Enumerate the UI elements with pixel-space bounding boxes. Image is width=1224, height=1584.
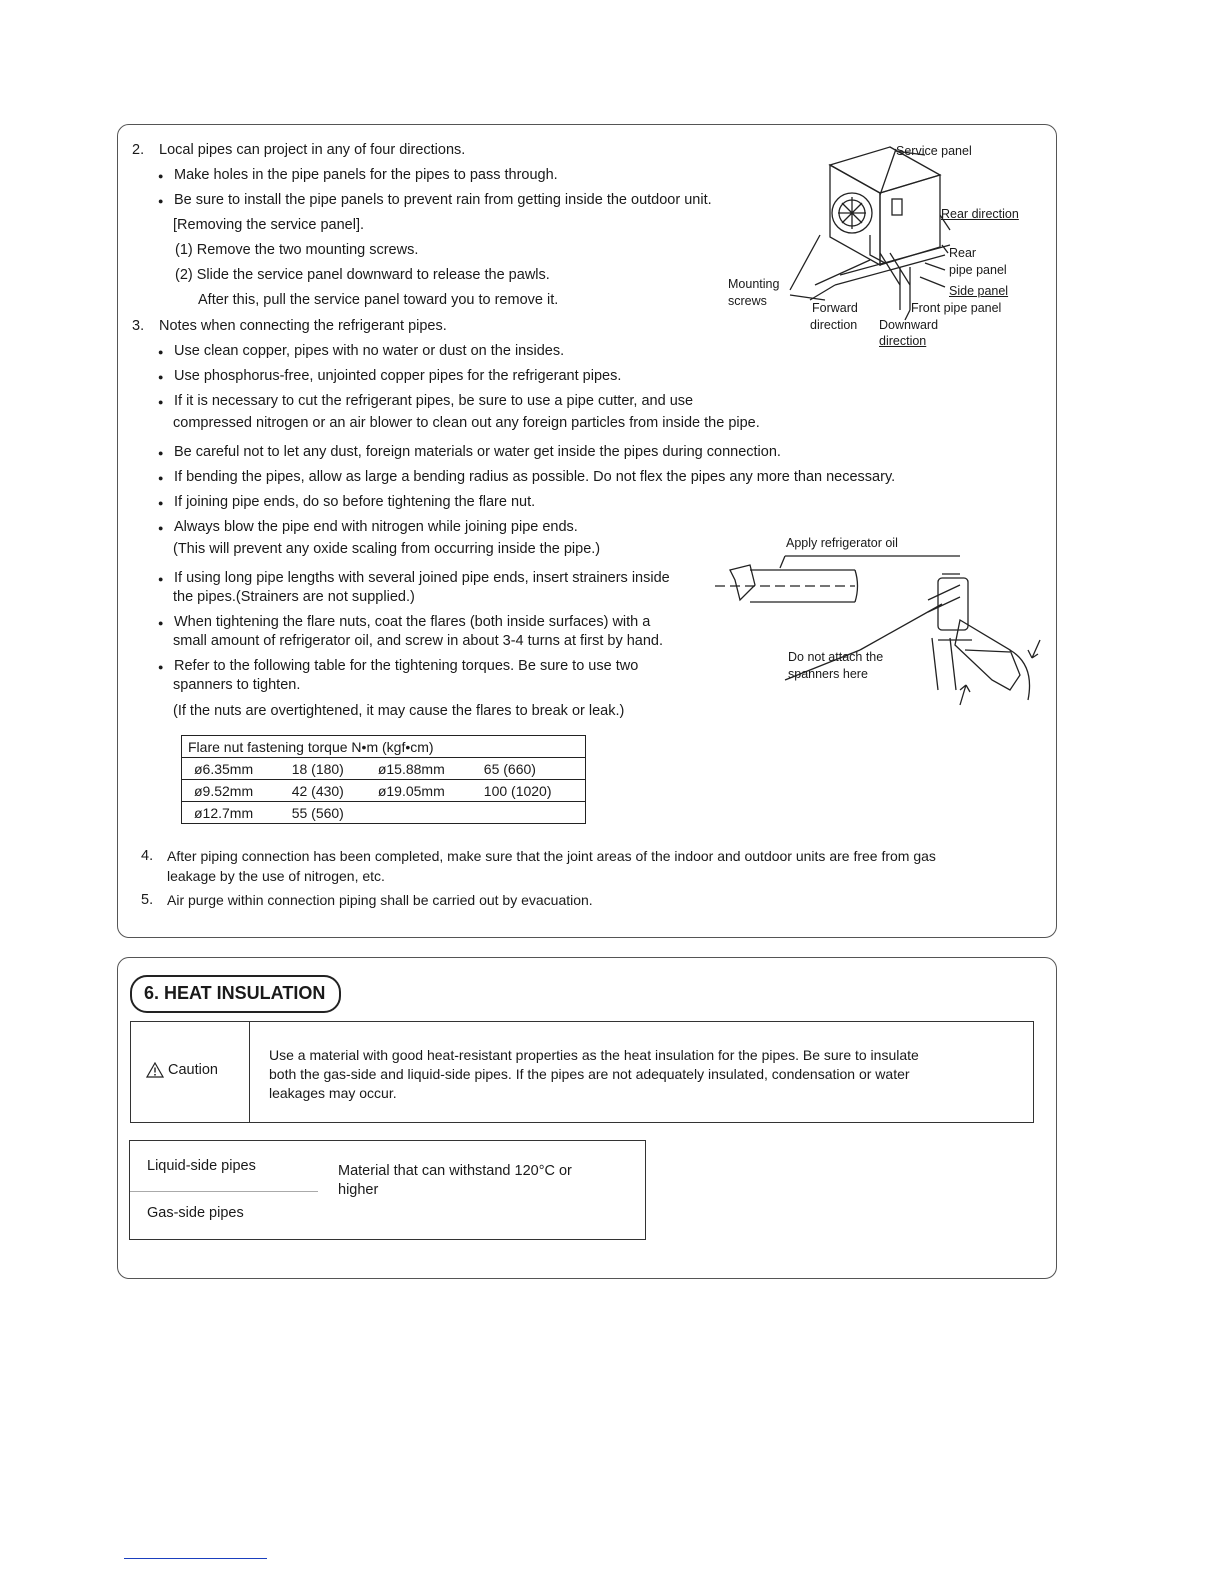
label-forward-1: Forward	[812, 301, 858, 315]
footer-rule	[124, 1558, 267, 1559]
section3-bullet-10a: ● Refer to the following table for the tightening torques. Be sure to use two	[174, 658, 638, 675]
section3-bullet-8b: the pipes.(Strainers are not supplied.)	[173, 589, 415, 605]
section3-bullet-7a: ● Always blow the pipe end with nitrogen while joining pipe ends.	[174, 519, 578, 536]
table-cell: ø19.05mm	[377, 782, 445, 799]
section3-bullet-4: ● Be careful not to let any dust, foreign materials or water get inside the pipes during connection.	[174, 444, 781, 461]
label-side-panel: Side panel	[949, 284, 1009, 298]
table-cell: 55 (560)	[291, 804, 344, 821]
table-row	[182, 758, 586, 780]
step-2: (2) Slide the service panel downward to release the pawls.	[175, 267, 550, 283]
table-cell: ø12.7mm	[194, 804, 254, 821]
table-header-row	[182, 736, 586, 758]
liquid-side-label: Liquid-side pipes	[147, 1158, 256, 1174]
table-cell: ø9.52mm	[194, 782, 254, 799]
section4-line-2: leakage by the use of nitrogen, etc.	[167, 868, 385, 884]
section3-bullet-6: ● If joining pipe ends, do so before tightening the flare nut.	[174, 494, 535, 511]
row-divider	[130, 1191, 318, 1192]
table-cell: 65 (660)	[483, 760, 536, 777]
caution-text-line-2: both the gas-side and liquid-side pipes. If the pipes are not adequately insulated, condensation or water	[269, 1066, 910, 1082]
section2-bullet-2: ● Be sure to install the pipe panels to prevent rain from getting inside the outdoor unit.	[174, 192, 712, 209]
section3-bullet-7b: (This will prevent any oxide scaling from occurring inside the pipe.)	[173, 541, 601, 557]
section3-bullet-1: ● Use clean copper, pipes with no water or dust on the insides.	[174, 343, 564, 360]
section5-line-1: Air purge within connection piping shall be carried out by evacuation.	[167, 892, 593, 908]
caution-label-cell	[131, 1022, 250, 1122]
step-2-continued: After this, pull the service panel toward you to remove it.	[198, 292, 559, 308]
section3-bullet-10c: (If the nuts are overtightened, it may cause the flares to break or leak.)	[173, 703, 625, 719]
label-downward-1: Downward	[879, 318, 939, 332]
heat-insulation-heading: 6. HEAT INSULATION	[130, 975, 341, 1013]
label-mounting-1: Mounting	[728, 277, 780, 291]
caution-box	[130, 1021, 1034, 1123]
label-no-spanner-2: spanners here	[788, 667, 868, 681]
section3-bullet-9a: ● When tightening the flare nuts, coat the flares (both inside surfaces) with a	[174, 614, 650, 631]
table-cell: 18 (180)	[291, 760, 344, 777]
section3-bullet-9b: small amount of refrigerator oil, and screw in about 3-4 turns at first by hand.	[173, 633, 664, 649]
material-text-line-1: Material that can withstand 120°C or	[338, 1163, 572, 1179]
section3-bullet-8a: ● If using long pipe lengths with several joined pipe ends, insert strainers inside	[174, 570, 670, 587]
table-cell: 42 (430)	[291, 782, 344, 799]
caution-label: Caution	[168, 1062, 218, 1078]
section3-bullet-3a: ● If it is necessary to cut the refrigerant pipes, be sure to use a pipe cutter, and use	[174, 393, 693, 410]
label-service-panel: Service panel	[896, 144, 972, 158]
gas-side-label: Gas-side pipes	[147, 1205, 244, 1221]
label-downward-2: direction	[879, 334, 927, 348]
section5-number: 5.	[141, 892, 154, 908]
label-rear-pipe-panel-2: pipe panel	[949, 263, 1007, 277]
table-cell	[478, 802, 586, 824]
section3-bullet-2: ● Use phosphorus-free, unjointed copper pipes for the refrigerant pipes.	[174, 368, 621, 385]
section3-bullet-10b: spanners to tighten.	[173, 677, 301, 693]
label-mounting-2: screws	[728, 294, 767, 308]
table-header: Flare nut fastening torque N•m (kgf•cm)	[182, 736, 586, 758]
section3-bullet-3b: compressed nitrogen or an air blower to clean out any foreign particles from inside the pipe.	[173, 415, 760, 431]
label-forward-2: direction	[810, 318, 858, 332]
label-apply-oil: Apply refrigerator oil	[786, 536, 898, 550]
section3-number: 3.	[132, 318, 145, 334]
section4-line-1: After piping connection has been completed, make sure that the joint areas of the indoor and outdoor units are free from gas	[167, 848, 936, 864]
section2-number: 2.	[132, 142, 145, 158]
section2-title: Local pipes can project in any of four directions.	[159, 142, 466, 158]
label-front-pipe-panel: Front pipe panel	[911, 301, 1002, 315]
warning-icon	[146, 1062, 164, 1078]
step-1: (1) Remove the two mounting screws.	[175, 242, 419, 258]
table-cell: ø15.88mm	[377, 760, 445, 777]
section3-bullet-5: ● If bending the pipes, allow as large a bending radius as possible. Do not flex the pipes any more than necessary.	[174, 469, 895, 486]
table-cell: ø6.35mm	[194, 760, 254, 777]
label-no-spanner-1: Do not attach the	[788, 650, 884, 664]
removing-title: [Removing the service panel].	[173, 217, 365, 233]
table-row	[182, 802, 586, 824]
caution-text-line-3: leakages may occur.	[269, 1085, 397, 1101]
section3-title: Notes when connecting the refrigerant pipes.	[159, 318, 447, 334]
label-rear-pipe-panel-1: Rear	[949, 246, 977, 260]
torque-table	[181, 735, 586, 824]
table-row	[182, 780, 586, 802]
material-table	[129, 1140, 646, 1240]
section2-bullet-1: ● Make holes in the pipe panels for the pipes to pass through.	[174, 167, 558, 184]
section4-number: 4.	[141, 848, 154, 864]
table-cell	[372, 802, 478, 824]
table-cell: 100 (1020)	[483, 782, 552, 799]
label-rear-direction: Rear direction	[941, 207, 1019, 221]
material-text-line-2: higher	[338, 1182, 379, 1198]
flare-nut-diagram	[710, 540, 1055, 725]
caution-text-line-1: Use a material with good heat-resistant properties as the heat insulation for the pipes. Be sure to insulate	[269, 1047, 919, 1063]
